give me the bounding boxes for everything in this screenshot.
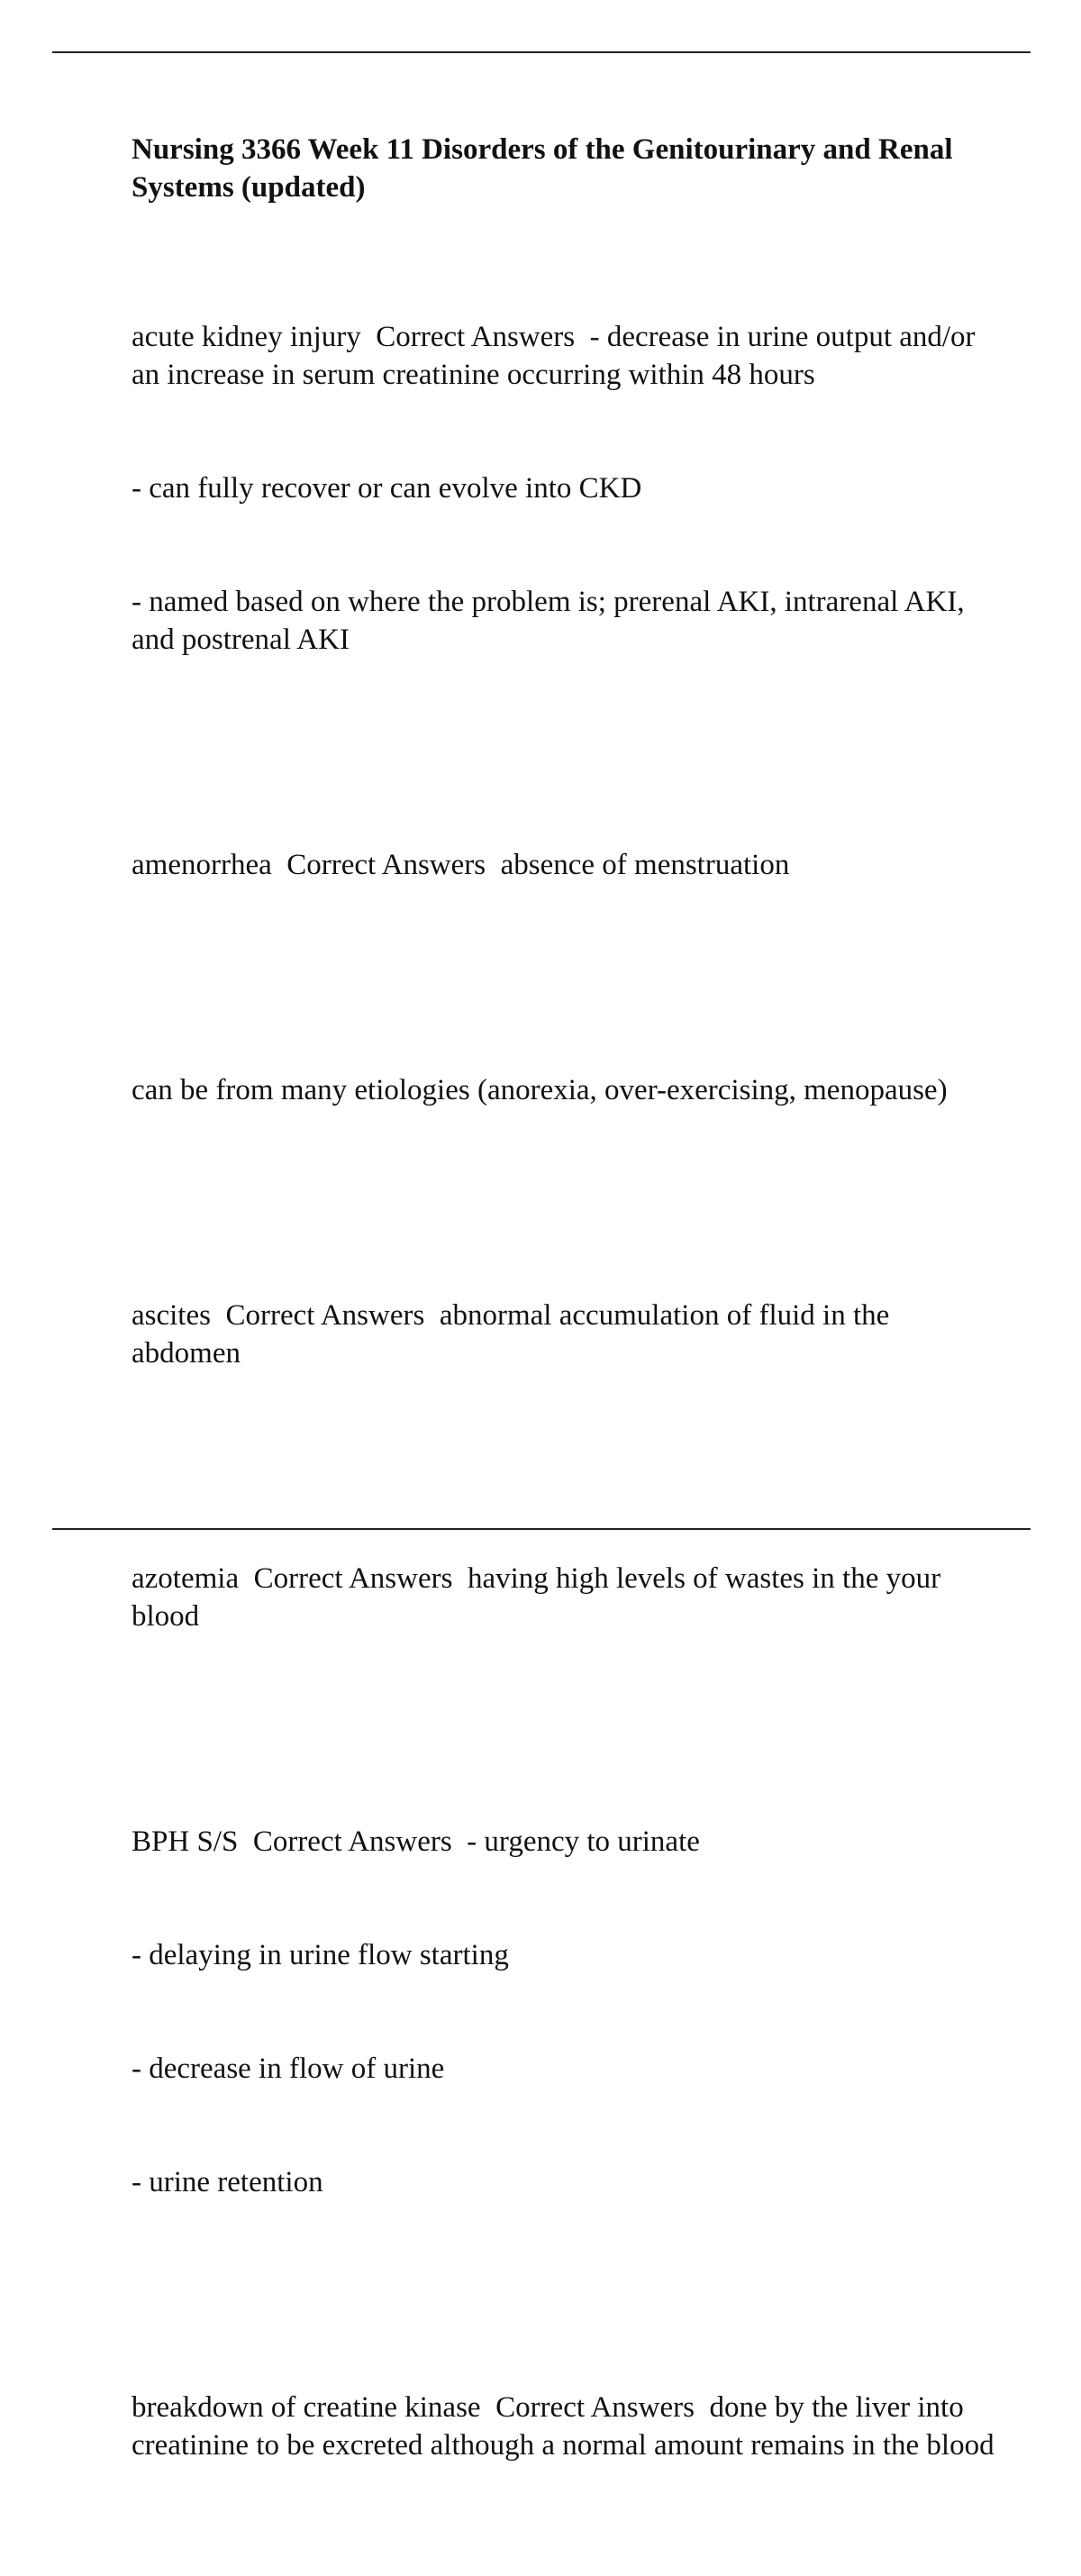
- entry-creatine-kinase: [132, 2313, 996, 2540]
- document-title: Nursing 3366 Week 11 Disorders of the Genitourinary and Renal Systems (updated): [132, 133, 953, 204]
- entry-line: amenorrhea Correct Answers absence of menstruation: [132, 849, 790, 881]
- top-rule: [52, 51, 1031, 53]
- entry-line: - delaying in urine flow starting: [132, 1939, 509, 1971]
- entry-line: BPH S/S Correct Answers - urgency to urinate: [132, 1825, 700, 1858]
- entry-amenorrhea: [132, 770, 996, 960]
- entry-acute-kidney-injury: [132, 242, 996, 734]
- entry-line: acute kidney injury Correct Answers - decrease in urine output and/or an increase in serum creatinine occurring within 48 hours: [132, 321, 983, 391]
- entry-line: azotemia Correct Answers having high levels of wastes in the your blood: [132, 1562, 949, 1633]
- entry-line: - decrease in flow of urine: [132, 2053, 445, 2085]
- entry-line: - named based on where the problem is; prerenal AKI, intrarenal AKI, and postrenal AKI: [132, 586, 972, 656]
- bottom-rule: [52, 1528, 1031, 1530]
- entry-ascites: [132, 1221, 996, 1448]
- entry-etiologies: [132, 996, 996, 1185]
- entry-line: can be from many etiologies (anorexia, over-exercising, menopause): [132, 1074, 948, 1106]
- entry-azotemia: [132, 1484, 996, 1711]
- entry-bph-ss: [132, 1747, 996, 2277]
- document-body: [132, 131, 996, 2576]
- entry-line: breakdown of creatine kinase Correct Answers done by the liver into creatinine to be excreted although a normal amount remains in the blood: [132, 2391, 995, 2462]
- entry-line: - urine retention: [132, 2166, 323, 2198]
- entry-line: - can fully recover or can evolve into CKD: [132, 472, 642, 505]
- entry-line: ascites Correct Answers abnormal accumulation of fluid in the abdomen: [132, 1299, 897, 1370]
